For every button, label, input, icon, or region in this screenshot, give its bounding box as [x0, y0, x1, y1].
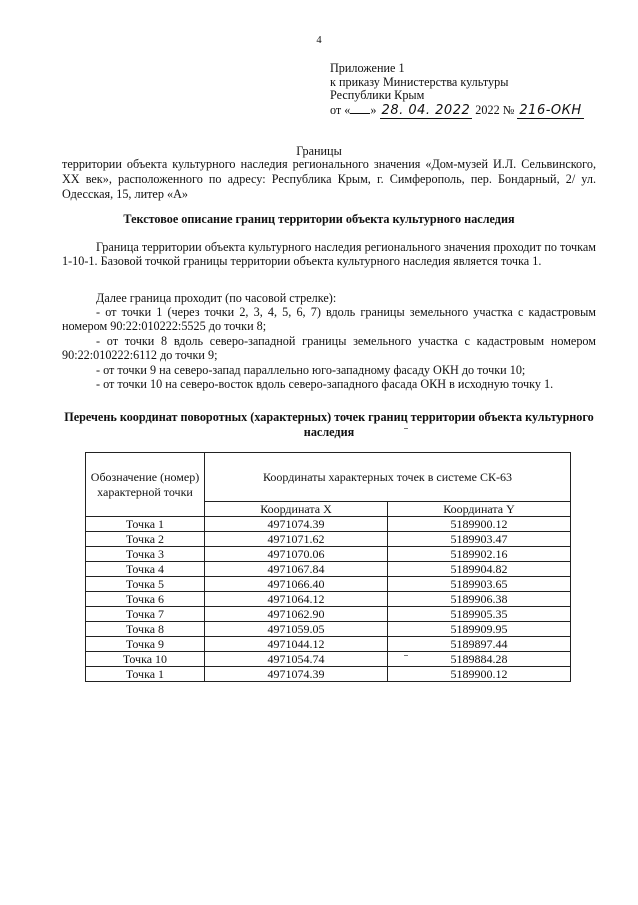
- appendix-line-3: Республики Крым: [330, 88, 425, 102]
- y-cell: 5189903.65: [388, 577, 571, 592]
- date-day-blank: [350, 103, 370, 114]
- table-row: [86, 517, 571, 532]
- header-point-designation: Обозначение (номер) характерной точки: [86, 453, 205, 517]
- stray-mark: [404, 655, 408, 656]
- x-cell: 4971064.12: [205, 592, 388, 607]
- point-cell: Точка 2: [86, 532, 205, 547]
- handwritten-order-number: 216-ОКН: [519, 102, 582, 118]
- handwritten-date: 28. 04. 2022: [381, 102, 471, 118]
- point-cell: Точка 6: [86, 592, 205, 607]
- y-cell: 5189909.95: [388, 622, 571, 637]
- header-coordinate-x: Координата X: [205, 502, 388, 517]
- point-cell: Точка 9: [86, 637, 205, 652]
- x-cell: 4971067.84: [205, 562, 388, 577]
- date-year: 2022 №: [475, 102, 515, 117]
- table-row: [86, 667, 571, 682]
- table-row: [86, 592, 571, 607]
- x-cell: 4971070.06: [205, 547, 388, 562]
- point-cell: Точка 4: [86, 562, 205, 577]
- header-coordinate-y: Координата Y: [388, 502, 571, 517]
- boundary-item-3: - от точки 9 на северо-запад параллельно юго-западному фасаду ОКН до точки 10;: [96, 363, 526, 377]
- y-cell: 5189884.28: [388, 652, 571, 667]
- y-cell: 5189900.12: [388, 667, 571, 682]
- y-cell: 5189900.12: [388, 517, 571, 532]
- y-cell: 5189897.44: [388, 637, 571, 652]
- table-row: [86, 652, 571, 667]
- table-row: [86, 607, 571, 622]
- point-cell: Точка 8: [86, 622, 205, 637]
- table-heading: Перечень координат поворотных (характерных) точек границ территории объекта культурного наследия: [64, 410, 594, 439]
- x-cell: 4971044.12: [205, 637, 388, 652]
- header-coordinate-system: Координаты характерных точек в системе СК-63: [205, 453, 571, 502]
- coordinates-table: [85, 452, 571, 682]
- y-cell: 5189906.38: [388, 592, 571, 607]
- point-cell: Точка 5: [86, 577, 205, 592]
- direction-paragraph: Далее граница проходит (по часовой стрелке):: [96, 291, 337, 305]
- stray-mark: [404, 428, 408, 429]
- appendix-line-1: Приложение 1: [330, 61, 405, 75]
- y-cell: 5189905.35: [388, 607, 571, 622]
- date-mid: »: [370, 102, 377, 117]
- date-prefix: от «: [330, 102, 351, 117]
- x-cell: 4971071.62: [205, 532, 388, 547]
- page-number: 4: [316, 35, 322, 46]
- section-heading: Текстовое описание границ территории объекта культурного наследия: [123, 212, 515, 226]
- table-row: [86, 622, 571, 637]
- boundary-item-2: - от точки 8 вдоль северо-западной границы земельного участка с кадастровым номером 90:22:010222:6112 до точки 9;: [62, 334, 596, 363]
- point-cell: Точка 10: [86, 652, 205, 667]
- point-cell: Точка 3: [86, 547, 205, 562]
- appendix-date-line: [330, 103, 620, 118]
- x-cell: 4971054.74: [205, 652, 388, 667]
- y-cell: 5189904.82: [388, 562, 571, 577]
- appendix-block: [330, 62, 620, 117]
- x-cell: 4971074.39: [205, 667, 388, 682]
- table-row: [86, 562, 571, 577]
- x-cell: 4971059.05: [205, 622, 388, 637]
- boundary-item-4: - от точки 10 на северо-восток вдоль северо-западного фасада ОКН в исходную точку 1.: [96, 377, 554, 391]
- y-cell: 5189903.47: [388, 532, 571, 547]
- point-cell: Точка 7: [86, 607, 205, 622]
- table-row: [86, 547, 571, 562]
- intro-paragraph: Граница территории объекта культурного наследия регионального значения проходит по точкам 1-10-1. Базовой точкой границы территории объекта культурного наследия является точка 1.: [62, 240, 596, 269]
- appendix-line-2: к приказу Министерства культуры: [330, 74, 509, 89]
- point-cell: Точка 1: [86, 517, 205, 532]
- y-cell: 5189902.16: [388, 547, 571, 562]
- point-cell: Точка 1: [86, 667, 205, 682]
- table-row: [86, 637, 571, 652]
- x-cell: 4971074.39: [205, 517, 388, 532]
- table-row: [86, 532, 571, 547]
- table-row: [86, 577, 571, 592]
- x-cell: 4971066.40: [205, 577, 388, 592]
- document-title-body: территории объекта культурного наследия регионального значения «Дом-музей И.Л. Сельвинского, XX век», расположенного по адресу: Республика Крым, г. Симферополь, пер. Бондарный, 2/ ул. Одесская, 15, литер «А»: [62, 157, 596, 201]
- boundary-item-1: - от точки 1 (через точки 2, 3, 4, 5, 6, 7) вдоль границы земельного участка с кадастровым номером 90:22:010222:5525 до точки 8;: [62, 305, 596, 334]
- document-title: Границы: [296, 144, 342, 158]
- x-cell: 4971062.90: [205, 607, 388, 622]
